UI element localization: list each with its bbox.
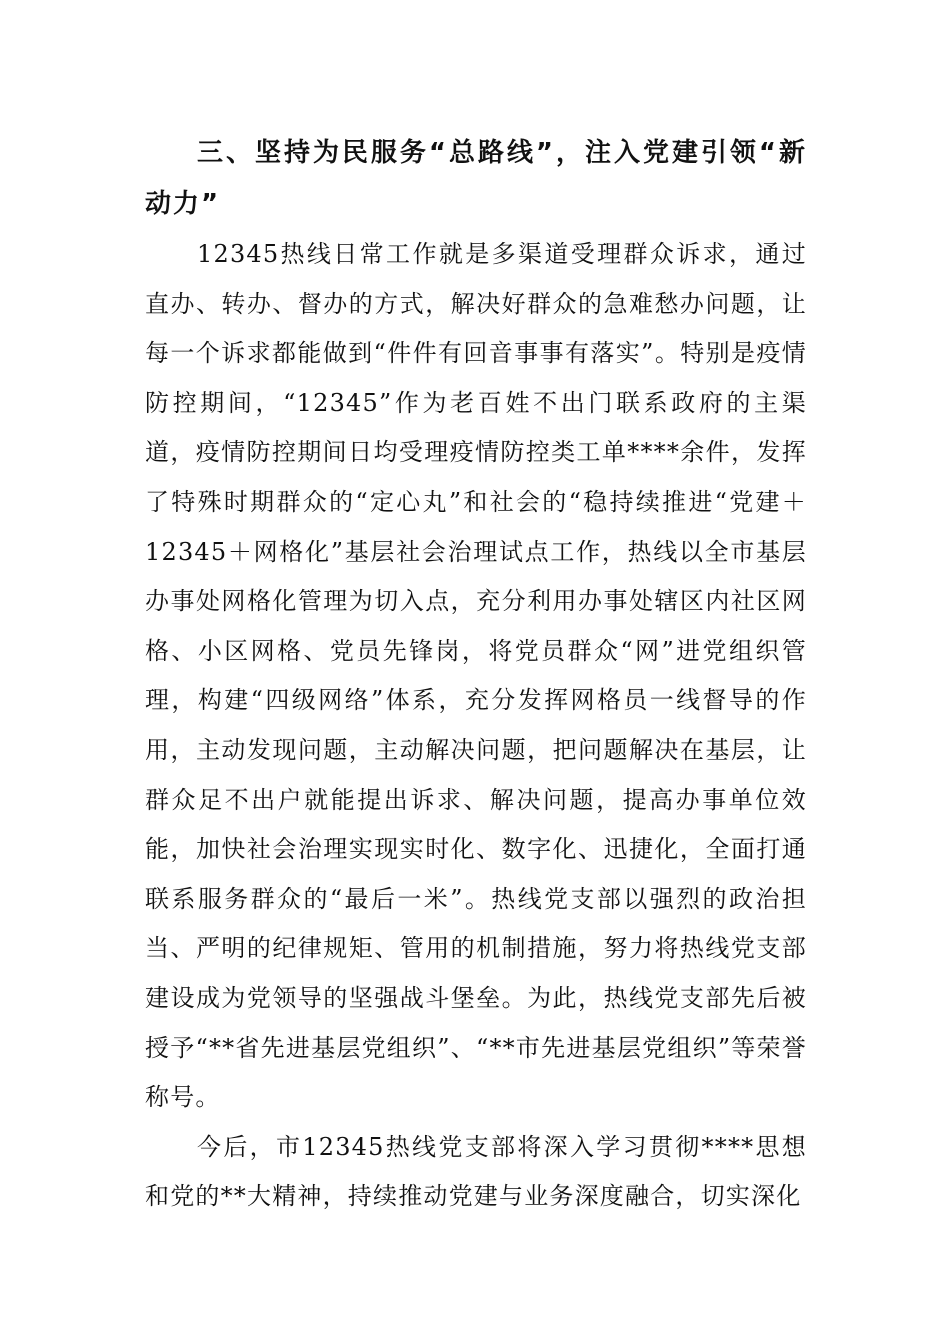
document-body (145, 128, 807, 1222)
body-paragraph-2: 今后，市12345热线党支部将深入学习贯彻****思想和党的**大精神，持续推动党建与业务深度融合，切实深化 (145, 1132, 807, 1211)
section-heading: 三、坚持为民服务“总路线”，注入党建引领“新动力” (145, 138, 807, 219)
body-paragraph-1: 12345热线日常工作就是多渠道受理群众诉求，通过直办、转办、督办的方式，解决好群众的急难愁办问题，让每一个诉求都能做到“件件有回音事事有落实”。特别是疫情防控期间，“12345”作为老百姓不出门联系政府的主渠道，疫情防控期间日均受理疫情防控类工单****余件，发挥了特殊时期群众的“定心丸”和社会的“稳持续推进“党建＋12345＋网格化”基层社会治理试点工作，热线以全市基层办事处网格化管理为切入点，充分利用办事处辖区内社区网格、小区网格、党员先锋岗，将党员群众“网”进党组织管理，构建“四级网络”体系，充分发挥网格员一线督导的作用，主动发现问题，主动解决问题，把问题解决在基层，让群众足不出户就能提出诉求、解决问题，提高办事单位效能，加快社会治理实现实时化、数字化、迅捷化，全面打通联系服务群众的“最后一米”。热线党支部以强烈的政治担当、严明的纪律规矩、管用的机制措施，努力将热线党支部建设成为党领导的坚强战斗堡垒。为此，热线党支部先后被授予“**省先进基层党组织”、“**市先进基层党组织”等荣誉称号。 (145, 240, 807, 1112)
